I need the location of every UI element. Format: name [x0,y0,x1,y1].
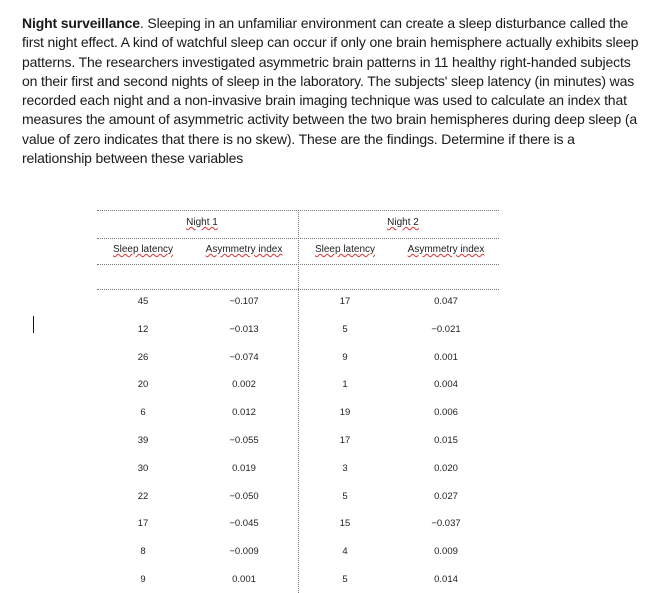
col-header-night2-asymmetry: Asymmetry index [407,244,485,255]
cell-night1-latency: 17 [137,518,149,529]
cell-night1-asymmetry: 0.002 [232,379,256,390]
cell-night2-latency: 19 [339,407,351,418]
cell-night2-latency: 17 [339,435,351,446]
table-night-divider [298,210,299,593]
problem-title: Night surveillance [22,15,140,31]
cell-night1-latency: 22 [137,491,149,502]
cell-night2-asymmetry: 0.047 [434,296,458,307]
cell-night1-latency: 45 [137,296,149,307]
cell-night1-asymmetry: −0.107 [229,296,259,307]
night-1-header: Night 1 [186,217,218,228]
cell-night2-asymmetry: 0.020 [434,463,458,474]
cell-night2-latency: 17 [339,296,351,307]
cell-night1-asymmetry: −0.013 [229,324,259,335]
cell-night1-asymmetry: −0.050 [229,491,259,502]
cell-night1-latency: 8 [140,546,146,557]
col-header-night2-latency: Sleep latency [314,244,376,255]
cell-night1-latency: 12 [137,324,149,335]
cell-night1-asymmetry: −0.074 [229,352,259,363]
cell-night2-latency: 5 [342,491,348,502]
cell-night2-latency: 5 [342,574,348,585]
cell-night1-latency: 39 [137,435,149,446]
cell-night2-asymmetry: 0.001 [434,352,458,363]
night-2-header: Night 2 [387,217,419,228]
cell-night2-asymmetry: 0.027 [434,491,458,502]
cell-night1-latency: 6 [140,407,146,418]
cell-night1-asymmetry: −0.055 [229,435,259,446]
cell-night2-asymmetry: 0.006 [434,407,458,418]
cell-night1-asymmetry: −0.045 [229,518,259,529]
cell-night1-asymmetry: 0.001 [232,574,256,585]
cell-night2-asymmetry: −0.021 [431,324,461,335]
cell-night2-asymmetry: 0.004 [434,379,458,390]
cell-night1-latency: 26 [137,352,149,363]
cell-night1-latency: 20 [137,379,149,390]
cell-night2-asymmetry: −0.037 [431,518,461,529]
col-header-night1-asymmetry: Asymmetry index [205,244,283,255]
cell-night2-asymmetry: 0.014 [434,574,458,585]
cell-night2-asymmetry: 0.015 [434,435,458,446]
cell-night2-latency: 1 [342,379,348,390]
cell-night1-latency: 9 [140,574,146,585]
col-header-night1-latency: Sleep latency [112,244,174,255]
cell-night1-asymmetry: −0.009 [229,546,259,557]
problem-text: . Sleeping in an unfamiliar environment can create a sleep disturbance called the first night effect. A kind of watchful sleep can occur if only one brain hemisphere actually exhibits sleep patterns. The researchers investigated asymmetric brain patterns in 11 healthy right-handed subjects on their first and second nights of sleep in the laboratory. The subjects' sleep latency (in minutes) was recorded each night and a non-invasive brain imaging technique was used to calculate an index that measures the amount of asymmetric activity between the two brain hemispheres during deep sleep (a value of zero indicates that there is no skew). These are the findings. Determine if there is a relationship between these variables [22,15,639,167]
cell-night1-latency: 30 [137,463,149,474]
cell-night2-asymmetry: 0.009 [434,546,458,557]
cell-night2-latency: 4 [342,546,348,557]
cell-night2-latency: 15 [339,518,351,529]
cell-night2-latency: 5 [342,324,348,335]
cell-night1-asymmetry: 0.012 [232,407,256,418]
cell-night1-asymmetry: 0.019 [232,463,256,474]
cell-night2-latency: 9 [342,352,348,363]
cell-night2-latency: 3 [342,463,348,474]
